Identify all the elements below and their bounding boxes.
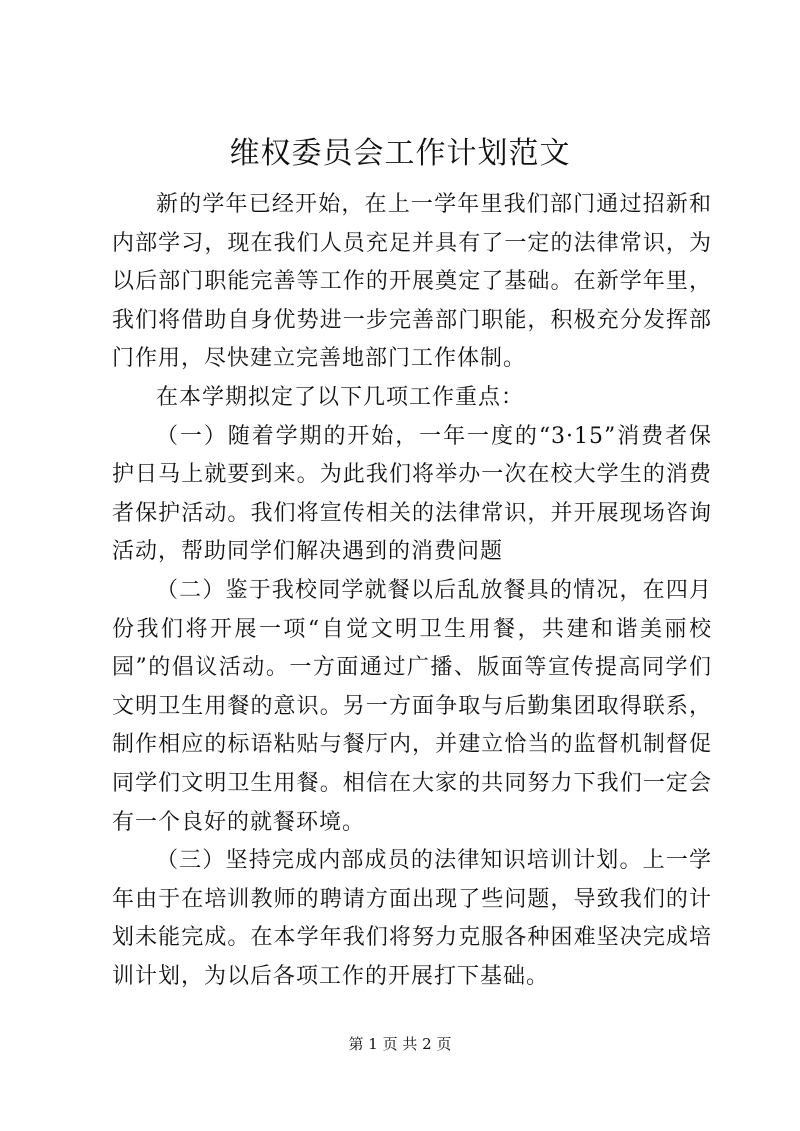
paragraph-item-2: （二）鉴于我校同学就餐以后乱放餐具的情况，在四月份我们将开展一项“自觉文明卫生用餐，共建和谐美丽校园”的倡议活动。一方面通过广播、版面等宣传提高同学们文明卫生用餐的意识。另一方面争取与后勤集团取得联系，制作相应的标语粘贴与餐厅内，并建立恰当的监督机制督促同学们文明卫生用餐。相信在大家的共同努力下我们一定会有一个良好的就餐环境。 [112, 577, 712, 835]
paragraph-intro: 新的学年已经开始，在上一学年里我们部门通过招新和内部学习，现在我们人员充足并具有了一定的法律常识，为以后部门职能完善等工作的开展奠定了基础。在新学年里，我们将借助自身优势进一步完善部门职能，积极充分发挥部门作用，尽快建立完善地部门工作体制。 [112, 192, 712, 372]
page-footer: 第 1 页 共 2 页 [348, 1035, 452, 1053]
paragraph-focus-heading: 在本学期拟定了以下几项工作重点： [156, 384, 525, 410]
paragraph-item-3: （三）坚持完成内部成员的法律知识培训计划。上一学年由于在培训教师的聘请方面出现了些问题，导致我们的计划未能完成。在本学年我们将努力克服各种困难坚决完成培训计划，为以后各项工作的开展打下基础。 [112, 848, 712, 989]
document-body [112, 186, 712, 996]
paragraph-item-1: （一）随着学期的开始，一年一度的“3·15”消费者保护日马上就要到来。为此我们将举办一次在校大学生的消费者保护活动。我们将宣传相关的法律常识，并开展现场咨询活动，帮助同学们解决遇到的消费问题 [112, 423, 712, 565]
document-title: 维权委员会工作计划范文 [229, 136, 571, 171]
